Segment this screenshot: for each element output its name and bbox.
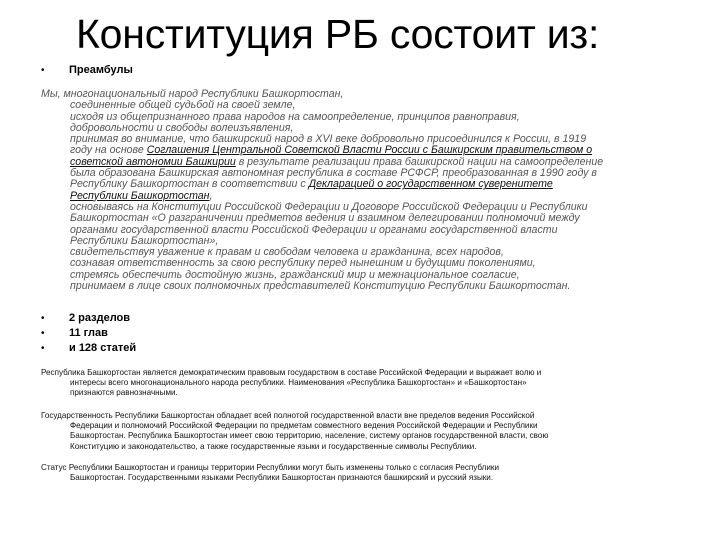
preamble-line: Республику Башкортостан в соответствии с Декларацией о государственном суверенитете xyxy=(70,178,553,191)
agreement-link-cont[interactable]: советской автономии Башкирии xyxy=(70,155,236,168)
preamble-line: году на основе Соглашения Центральной Советской Власти России с Башкирским правительством о xyxy=(70,144,593,157)
preamble-line: сознавая ответственность за свою республику перед нынешним и будущими поколениями, xyxy=(70,257,536,270)
preamble-line: Республики Башкортостан, xyxy=(70,189,213,202)
bullet-marker: • xyxy=(41,65,45,76)
paragraph-status: Республика Башкортостан является демократическим правовым государством в составе Российской Федерации и выражает волю и интересы всего многонационального народа республики. Наименования «Республика Башкортостан» и «Башкортостан» признаются равнозначными. xyxy=(41,368,542,398)
bullet-chapters xyxy=(41,327,108,339)
preamble-line: соединенные общей судьбой на своей земле, xyxy=(70,99,296,112)
preamble-line: органами государственной власти Российской Федерации и органами государственной власти xyxy=(70,223,558,236)
preamble-text xyxy=(41,89,681,292)
bullet-articles-text: и 128 статей xyxy=(69,342,137,354)
paragraph-statehood: Государственность Республики Башкортостан обладает всей полнотой государственной власти вне пределов ведения Российской Федерации и полномочий Российской Федерации по предметам совместного ведения Российской Федерации и Республики Башкортостан. Республика Башкортостан имеет свою территорию, население, систему органов государственной власти, свою Конституцию и законодательство, а также государственные языки и государственные символы Республики. xyxy=(41,411,549,451)
bullet-articles xyxy=(41,342,136,354)
bullet-marker: • xyxy=(41,343,45,354)
bullet-chapters-text: 11 глав xyxy=(69,327,108,339)
page-title: Конституция РБ состоит из: xyxy=(76,11,600,57)
bullet-marker: • xyxy=(41,328,45,339)
bullet-sections-text: 2 разделов xyxy=(69,312,131,324)
preamble-line: Республики Башкортостан», xyxy=(70,234,219,247)
paragraph-territory-languages: Статус Республики Башкортостан и границы территории Республики могут быть изменены только с согласия Республики Башкортостан. Государственными языками Республики Башкортостан признаются башкирский и русский языки. xyxy=(41,463,499,483)
bullet-preamble-text: Преамбулы xyxy=(69,64,133,76)
preamble-line: основываясь на Конституции Российской Федерации и Договоре Российской Федерации и Республики xyxy=(70,200,588,213)
agreement-link[interactable]: Соглашения Центральной Советской Власти России с Башкирским правительством о xyxy=(146,144,593,157)
preamble-line: Башкортостан «О разграничении предметов ведения и взаимном делегировании полномочий между xyxy=(70,212,580,225)
preamble-line: была образована Башкирская автономная республика в составе РСФСР, преобразованная в 1990 году в xyxy=(70,167,597,180)
preamble-line: стремясь обеспечить достойную жизнь, гражданский мир и межнациональное согласие, xyxy=(70,268,520,281)
preamble-line: добровольности и свободы волеизъявления, xyxy=(70,121,294,134)
preamble-line: советской автономии Башкирии в результате реализации права башкирской нации на самоопределение xyxy=(70,155,604,168)
declaration-link[interactable]: Декларацией о государственном суверенитете xyxy=(308,178,553,191)
bullet-preamble xyxy=(41,64,133,76)
bullet-sections xyxy=(41,312,130,324)
bullet-marker: • xyxy=(41,313,45,324)
preamble-line: исходя из общепризнанного права народов на самоопределение, принципов равноправия, xyxy=(70,110,520,123)
declaration-link-cont[interactable]: Республики Башкортостан xyxy=(70,189,210,202)
preamble-line: принимая во внимание, что башкирский народ в XVI веке добровольно присоединился к России, в 1919 xyxy=(70,133,587,146)
preamble-line: принимаем в лице своих полномочных представителей Конституцию Республики Башкортостан. xyxy=(70,280,571,293)
preamble-line: свидетельствуя уважение к правам и свободам человека и гражданина, всех народов, xyxy=(70,246,504,259)
preamble-line: Мы, многонациональный народ Республики Башкортостан, xyxy=(41,88,344,100)
